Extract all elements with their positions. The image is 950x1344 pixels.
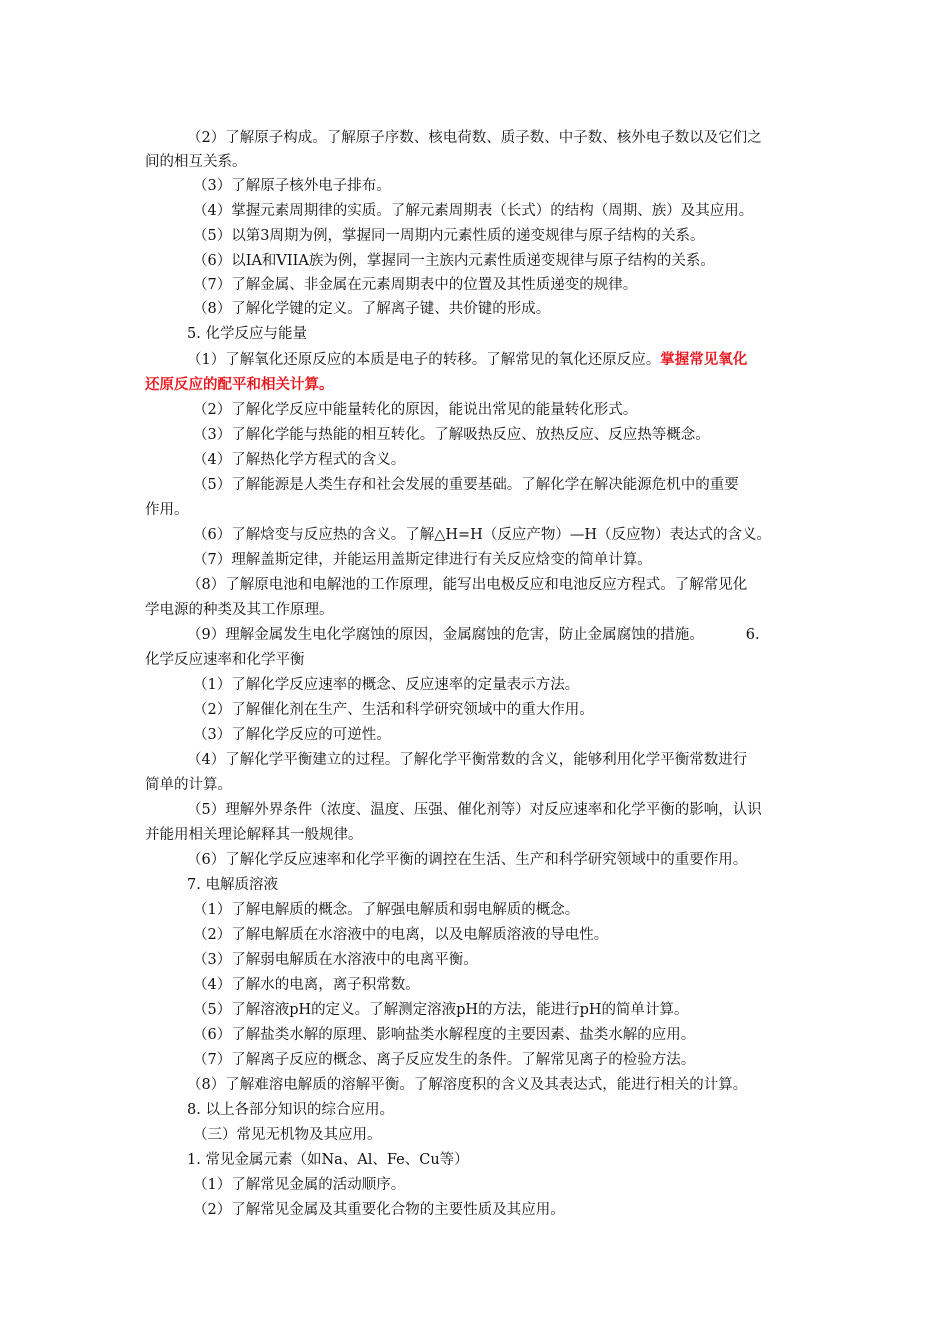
text-line: 并能用相关理论解释其一般规律。 [145,827,363,843]
text-line: （6）了解化学反应速率和化学平衡的调控在生活、生产和科学研究领域中的重要作用。 [187,852,748,868]
text-segment: （9）理解金属发生电化学腐蚀的原因，金属腐蚀的危害，防止金属腐蚀的措施。 [187,627,704,643]
text-line: （7）理解盖斯定律，并能运用盖斯定律进行有关反应焓变的简单计算。 [193,552,652,568]
text-line: （1）了解化学反应速率的概念、反应速率的定量表示方法。 [193,677,580,693]
text-line: （3）了解化学反应的可逆性。 [193,727,391,743]
text-line: （6）了解焓变与反应热的含义。了解△H=H（反应产物）—H（反应物）表达式的含义。 [193,527,771,543]
highlighted-text: 掌握常见氧化 [660,351,748,368]
text-line: （4）了解水的电离，离子积常数。 [193,977,420,993]
text-line: （7）了解金属、非金属在元素周期表中的位置及其性质递变的规律。 [193,277,638,293]
text-line: （2）了解常见金属及其重要化合物的主要性质及其应用。 [193,1202,565,1218]
text-line: （2）了解原子构成。了解原子序数、核电荷数、质子数、中子数、核外电子数以及它们之 [187,130,762,146]
text-line: （3）了解弱电解质在水溶液中的电离平衡。 [193,952,478,968]
section-heading: 8. 以上各部分知识的综合应用。 [187,1102,394,1118]
text-line: 作用。 [145,502,189,518]
section-heading: 7. 电解质溶液 [187,877,278,893]
text-line: （5）以第3周期为例，掌握同一周期内元素性质的递变规律与原子结构的关系。 [193,228,705,244]
text-line: （5）了解能源是人类生存和社会发展的重要基础。了解化学在解决能源危机中的重要 [193,477,739,493]
text-line: （6）以IA和VIIA族为例，掌握同一主族内元素性质递变规律与原子结构的关系。 [193,253,715,269]
highlighted-text: 还原反应的配平和相关计算。 [145,376,334,393]
text-line: （8）了解化学键的定义。了解离子键、共价键的形成。 [193,301,551,317]
section-heading: 化学反应速率和化学平衡 [145,652,305,668]
section-number: 6. [745,627,760,643]
section-heading: 5. 化学反应与能量 [187,326,307,342]
text-line [187,624,852,646]
text-line: （4）了解化学平衡建立的过程。了解化学平衡常数的含义，能够利用化学平衡常数进行 [187,752,748,768]
text-line: （5）了解溶液pH的定义。了解测定溶液pH的方法，能进行pH的简单计算。 [193,1002,689,1018]
text-segment: （1）了解氧化还原反应的本质是电子的转移。了解常见的氧化还原反应。 [187,352,661,368]
text-line: （1）了解常见金属的活动顺序。 [193,1177,406,1193]
text-line: （2）了解电解质在水溶液中的电离，以及电解质溶液的导电性。 [193,927,609,943]
text-line: （8）了解难溶电解质的溶解平衡。了解溶度积的含义及其表达式，能进行相关的计算。 [187,1077,748,1093]
section-heading: （三）常见无机物及其应用。 [193,1127,382,1143]
text-line: （4）掌握元素周期律的实质。了解元素周期表（长式）的结构（周期、族）及其应用。 [193,203,754,219]
text-line: （2）了解化学反应中能量转化的原因，能说出常见的能量转化形式。 [193,402,638,418]
text-line: 简单的计算。 [145,777,232,793]
text-line: （3）了解原子核外电子排布。 [193,178,391,194]
text-line [187,349,852,371]
text-line: （1）了解电解质的概念。了解强电解质和弱电解质的概念。 [193,902,580,918]
text-line: 间的相互关系。 [145,154,247,170]
text-line: （6）了解盐类水解的原理、影响盐类水解程度的主要因素、盐类水解的应用。 [193,1027,696,1043]
text-line: （3）了解化学能与热能的相互转化。了解吸热反应、放热反应、反应热等概念。 [193,427,710,443]
text-line: 学电源的种类及其工作原理。 [145,602,334,618]
text-line: （4）了解热化学方程式的含义。 [193,452,406,468]
text-line: （7）了解离子反应的概念、离子反应发生的条件。了解常见离子的检验方法。 [193,1052,696,1068]
section-heading: 1. 常见金属元素（如Na、Al、Fe、Cu等） [187,1152,469,1168]
text-line: （8）了解原电池和电解池的工作原理，能写出电极反应和电池反应方程式。了解常见化 [187,577,748,593]
text-line: （5）理解外界条件（浓度、温度、压强、催化剂等）对反应速率和化学平衡的影响，认识 [187,802,762,818]
text-line: （2）了解催化剂在生产、生活和科学研究领域中的重大作用。 [193,702,594,718]
